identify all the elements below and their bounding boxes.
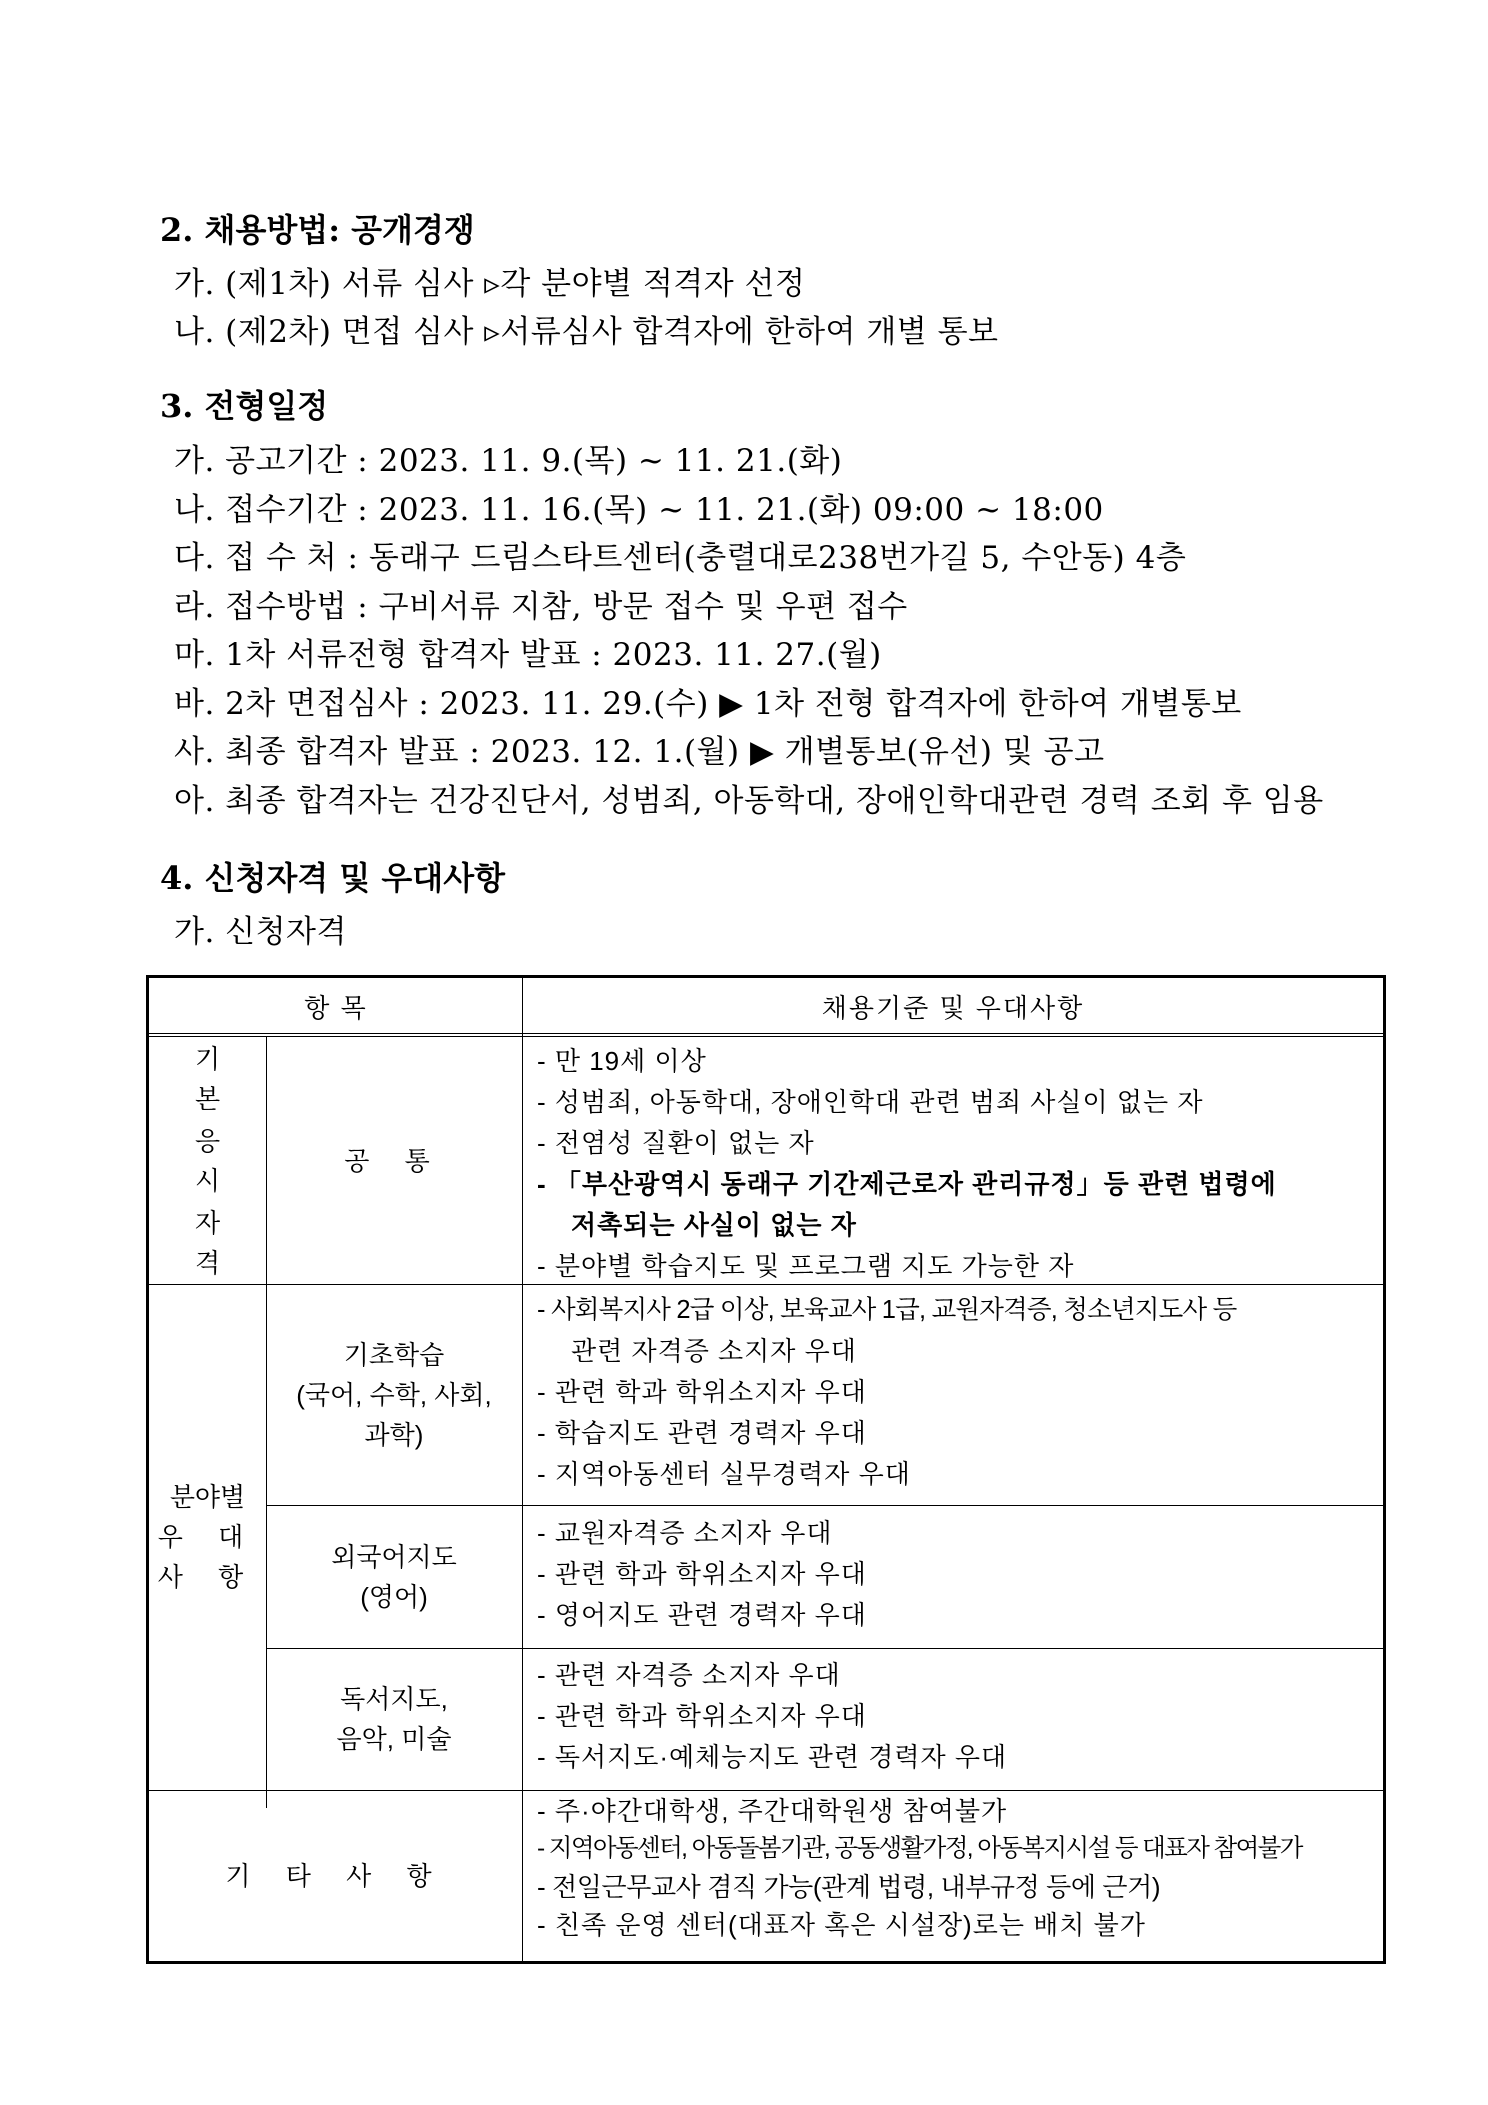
criteria-bullet: - 영어지도 관련 경력자 우대	[537, 1600, 867, 1630]
criteria-bullet: - 주·야간대학생, 주간대학원생 참여불가	[537, 1796, 1008, 1826]
criteria-bullet: - 독서지도·예체능지도 관련 경력자 우대	[537, 1742, 1008, 1772]
criteria-bullet: - 사회복지사 2급 이상, 보육교사 1급, 교원자격증, 청소년지도사 등	[537, 1296, 1237, 1324]
criteria-bullet: - 지역아동센터 실무경력자 우대	[537, 1459, 911, 1489]
other-label: 기 타 사 항	[225, 1860, 446, 1891]
criteria-bullet: - 관련 학과 학위소지자 우대	[537, 1701, 867, 1731]
field-label-line: (영어)	[360, 1581, 428, 1612]
section-3-item: 사. 최종 합격자 발표 : 2023. 12. 1.(월) ▶ 개별통보(유선) 및 공고	[174, 734, 1105, 770]
preferred-group-line: 분야별	[169, 1482, 246, 1512]
reading-arts-criteria-list	[537, 1655, 1363, 1778]
basic-group-line: 응 시	[194, 1125, 247, 1196]
section-3-item: 가. 공고기간 : 2023. 11. 9.(목) ~ 11. 21.(화)	[174, 443, 843, 479]
preferred-group-line: 우 대	[157, 1522, 258, 1552]
common-label: 공 통	[344, 1145, 444, 1176]
section-3-item: 바. 2차 면접심사 : 2023. 11. 29.(수) ▶ 1차 전형 합격자에 한하여 개별통보	[174, 686, 1242, 722]
column-divider	[522, 978, 523, 1961]
criteria-bullet: - 만 19세 이상	[537, 1046, 707, 1076]
field-label-line: 외국어지도	[331, 1541, 457, 1572]
common-label-cell	[266, 1037, 522, 1284]
section-4-title: 4. 신청자격 및 우대사항	[160, 859, 506, 897]
section-3-item: 나. 접수기간 : 2023. 11. 16.(목) ~ 11. 21.(화) 09:00 ~ 18:00	[174, 492, 1104, 528]
field-label-line: 음악, 미술	[336, 1724, 452, 1754]
section-3-item: 라. 접수방법 : 구비서류 지참, 방문 접수 및 우편 접수	[174, 589, 908, 625]
section-3-item: 마. 1차 서류전형 합격자 발표 : 2023. 11. 27.(월)	[174, 637, 882, 673]
basic-criteria-list	[537, 1041, 1363, 1287]
basic-group-line: 기 본	[194, 1043, 247, 1114]
criteria-bullet: - 교원자격증 소지자 우대	[537, 1518, 833, 1548]
section-2-title: 2. 채용방법: 공개경쟁	[160, 211, 475, 249]
field-label-line: 과학)	[364, 1419, 424, 1450]
preferred-group-line: 사 항	[157, 1562, 258, 1592]
section-3-title: 3. 전형일정	[160, 387, 329, 425]
criteria-bullet: - 관련 학과 학위소지자 우대	[537, 1377, 867, 1407]
criteria-bullet: - 성범죄, 아동학대, 장애인학대 관련 범죄 사실이 없는 자	[537, 1087, 1204, 1117]
criteria-bullet-continuation: 저촉되는 사실이 없는 자	[571, 1210, 857, 1240]
criteria-bullet: - 전염성 질환이 없는 자	[537, 1128, 815, 1158]
criteria-bullet: - 지역아동센터, 아동돌봄기관, 공동생활가정, 아동복지시설 등 대표자 참여불가	[537, 1835, 1302, 1862]
field-foreign-language-cell	[266, 1505, 522, 1648]
criteria-bullet: - 「부산광역시 동래구 기간제근로자 관리규정」등 관련 법령에	[537, 1169, 1277, 1199]
criteria-bullet: - 관련 자격증 소지자 우대	[537, 1660, 841, 1690]
basic-group-line: 자 격	[194, 1207, 247, 1278]
other-label-cell	[149, 1790, 522, 1961]
header-criteria-cell	[523, 978, 1383, 1034]
field-label-line: 기초학습	[343, 1339, 445, 1370]
section-2-item: 나. (제2차) 면접 심사 ▹서류심사 합격자에 한하여 개별 통보	[174, 314, 999, 350]
field-label-line: (국어, 수학, 사회,	[296, 1379, 492, 1410]
field-label-line: 독서지도,	[340, 1684, 448, 1714]
section-4-item: 가. 신청자격	[174, 914, 347, 950]
preferred-group-label	[149, 1284, 266, 1790]
section-3-item: 다. 접 수 처 : 동래구 드림스타트센터(충렬대로238번가길 5, 수안동) 4층	[174, 540, 1187, 576]
basic-study-criteria-list	[537, 1290, 1363, 1495]
criteria-bullet: - 전일근무교사 겸직 가능(관계 법령, 내부규정 등에 근거)	[537, 1872, 1161, 1902]
header-item-label: 항 목	[304, 992, 368, 1023]
field-basic-study-cell	[266, 1284, 522, 1505]
section-3-item: 아. 최종 합격자는 건강진단서, 성범죄, 아동학대, 장애인학대관련 경력 조회 후 임용	[174, 783, 1324, 819]
criteria-bullet: - 관련 학과 학위소지자 우대	[537, 1559, 867, 1589]
criteria-bullet: - 친족 운영 센터(대표자 혹은 시설장)로는 배치 불가	[537, 1910, 1146, 1940]
basic-group-label	[149, 1037, 266, 1284]
qualification-table	[146, 975, 1386, 1964]
field-reading-arts-cell	[266, 1648, 522, 1790]
criteria-bullet: - 학습지도 관련 경력자 우대	[537, 1418, 867, 1448]
other-criteria-list	[537, 1792, 1363, 1944]
foreign-language-criteria-list	[537, 1513, 1363, 1636]
criteria-bullet: - 분야별 학습지도 및 프로그램 지도 가능한 자	[537, 1251, 1075, 1281]
header-item-cell	[149, 978, 523, 1034]
section-2-item: 가. (제1차) 서류 심사 ▹각 분야별 적격자 선정	[174, 266, 806, 302]
criteria-bullet-continuation: 관련 자격증 소지자 우대	[571, 1336, 857, 1366]
header-criteria-label: 채용기준 및 우대사항	[821, 992, 1085, 1023]
